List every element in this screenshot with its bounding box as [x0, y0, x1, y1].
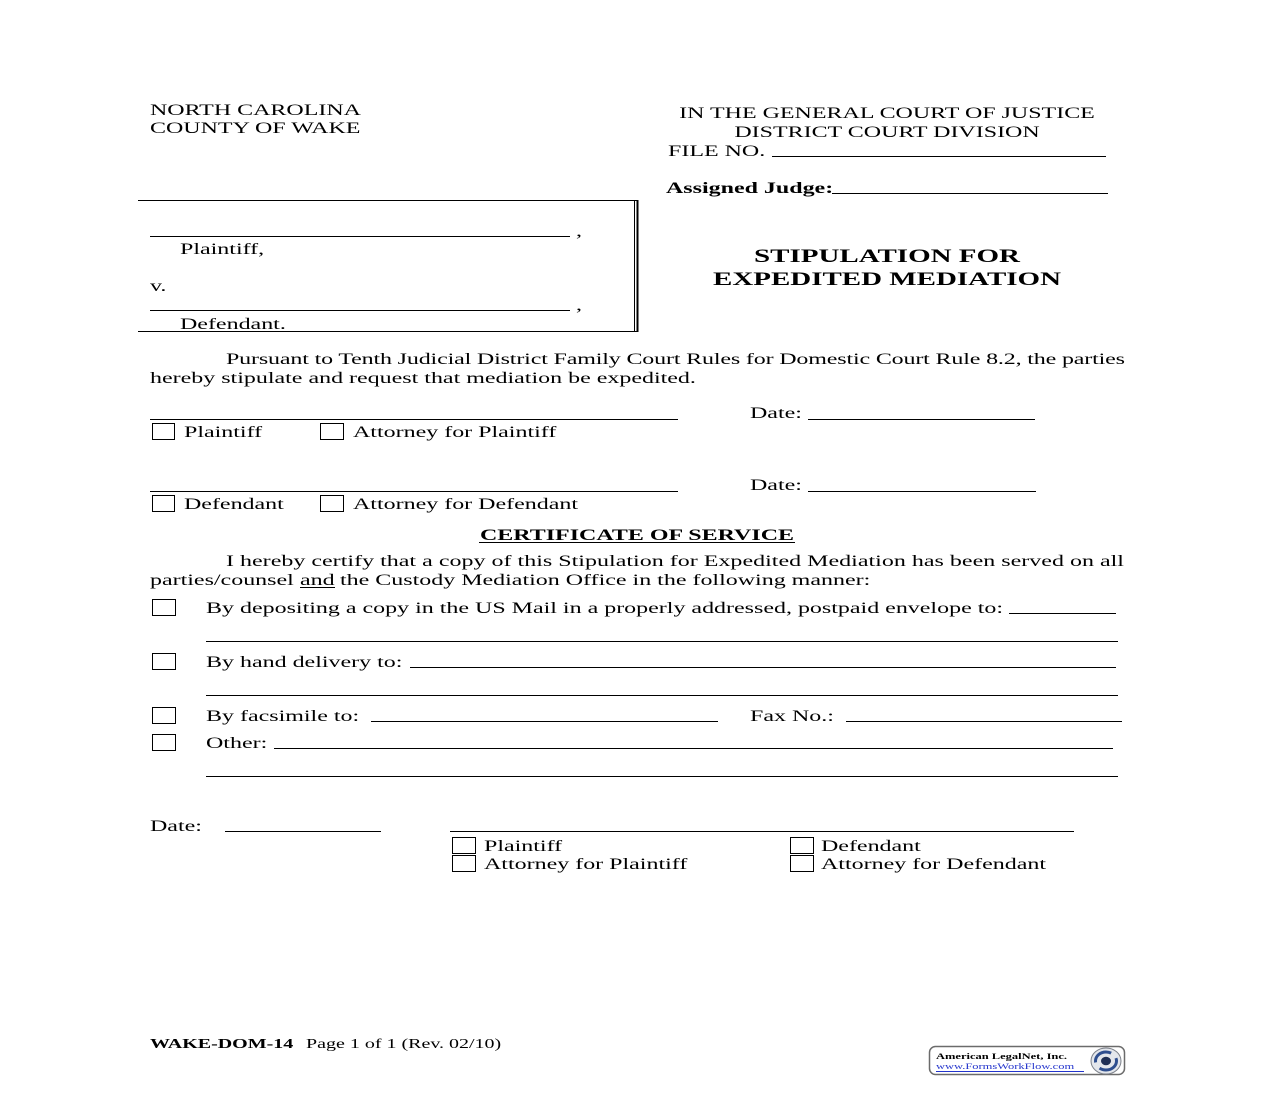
globe-swirl-icon	[1091, 1048, 1121, 1074]
checkbox-label-defendant: Defendant	[184, 495, 284, 513]
publisher-website-link[interactable]: www.FormsWorkFlow.com	[936, 1062, 1075, 1072]
state-label: NORTH CAROLINA	[150, 101, 362, 119]
checkbox-attorney-for-defendant[interactable]	[321, 496, 344, 512]
certificate-text-line2-emphasis: and	[300, 571, 335, 589]
checkbox-signer-attorney-for-plaintiff[interactable]	[453, 856, 476, 872]
checkbox-service-facsimile[interactable]	[153, 708, 176, 724]
versus-label: v.	[150, 277, 167, 295]
certificate-text-line2-end: the Custody Mediation Office in the following manner:	[340, 571, 871, 589]
defendant-label: Defendant.	[180, 315, 286, 333]
signer-label-defendant: Defendant	[821, 837, 921, 855]
checkbox-label-plaintiff: Plaintiff	[184, 423, 263, 441]
publisher-company-name: American LegalNet, Inc.	[936, 1052, 1068, 1062]
checkbox-service-mail[interactable]	[153, 600, 176, 616]
stipulation-text-line2: hereby stipulate and request that mediation be expedited.	[150, 369, 696, 387]
date-label-2: Date:	[750, 476, 802, 494]
service-method-hand-delivery-label: By hand delivery to:	[206, 653, 403, 671]
service-method-other-label: Other:	[206, 734, 268, 752]
certificate-text-line2-start: parties/counsel	[150, 571, 294, 589]
service-method-mail-label: By depositing a copy in the US Mail in a properly addressed, postpaid envelope to:	[206, 599, 1004, 617]
checkbox-signer-attorney-for-defendant[interactable]	[791, 856, 814, 872]
checkbox-label-attorney-for-plaintiff: Attorney for Plaintiff	[353, 423, 557, 441]
defendant-name-separator: ,	[576, 296, 582, 314]
file-no-label: FILE NO.	[668, 142, 766, 160]
checkbox-attorney-for-plaintiff[interactable]	[321, 424, 344, 440]
court-division: DISTRICT COURT DIVISION	[734, 123, 1040, 141]
form-id: WAKE-DOM-14	[150, 1036, 294, 1052]
document-title-line2: EXPEDITED MEDIATION	[712, 268, 1062, 290]
fax-number-label: Fax No.:	[750, 707, 834, 725]
county-label: COUNTY OF WAKE	[150, 119, 361, 137]
checkbox-signer-defendant[interactable]	[791, 838, 814, 854]
stipulation-text-line1: Pursuant to Tenth Judicial District Family Court Rules for Domestic Court Rule 8.2, the parties	[226, 350, 1125, 368]
page-info: Page 1 of 1 (Rev. 02/10)	[306, 1036, 502, 1052]
court-name: IN THE GENERAL COURT OF JUSTICE	[679, 104, 1095, 122]
checkbox-service-other[interactable]	[153, 735, 176, 751]
assigned-judge-label: Assigned Judge:	[666, 179, 834, 197]
plaintiff-name-separator: ,	[576, 222, 582, 240]
plaintiff-label: Plaintiff,	[180, 240, 265, 258]
checkbox-plaintiff[interactable]	[153, 424, 175, 440]
signer-label-attorney-for-plaintiff: Attorney for Plaintiff	[484, 855, 688, 873]
checkbox-label-attorney-for-defendant: Attorney for Defendant	[353, 495, 579, 513]
certificate-text-line1: I hereby certify that a copy of this Stipulation for Expedited Mediation has been served on all	[226, 552, 1124, 570]
certificate-date-label: Date:	[150, 817, 202, 835]
checkbox-defendant[interactable]	[153, 496, 175, 512]
date-label-1: Date:	[750, 404, 802, 422]
signer-label-attorney-for-defendant: Attorney for Defendant	[821, 855, 1047, 873]
document-title-line1: STIPULATION FOR	[754, 245, 1020, 267]
signer-label-plaintiff: Plaintiff	[484, 837, 563, 855]
certificate-heading: CERTIFICATE OF SERVICE	[479, 526, 795, 544]
checkbox-service-hand-delivery[interactable]	[153, 654, 176, 670]
checkbox-signer-plaintiff[interactable]	[453, 838, 476, 854]
service-method-facsimile-label: By facsimile to:	[206, 707, 360, 725]
